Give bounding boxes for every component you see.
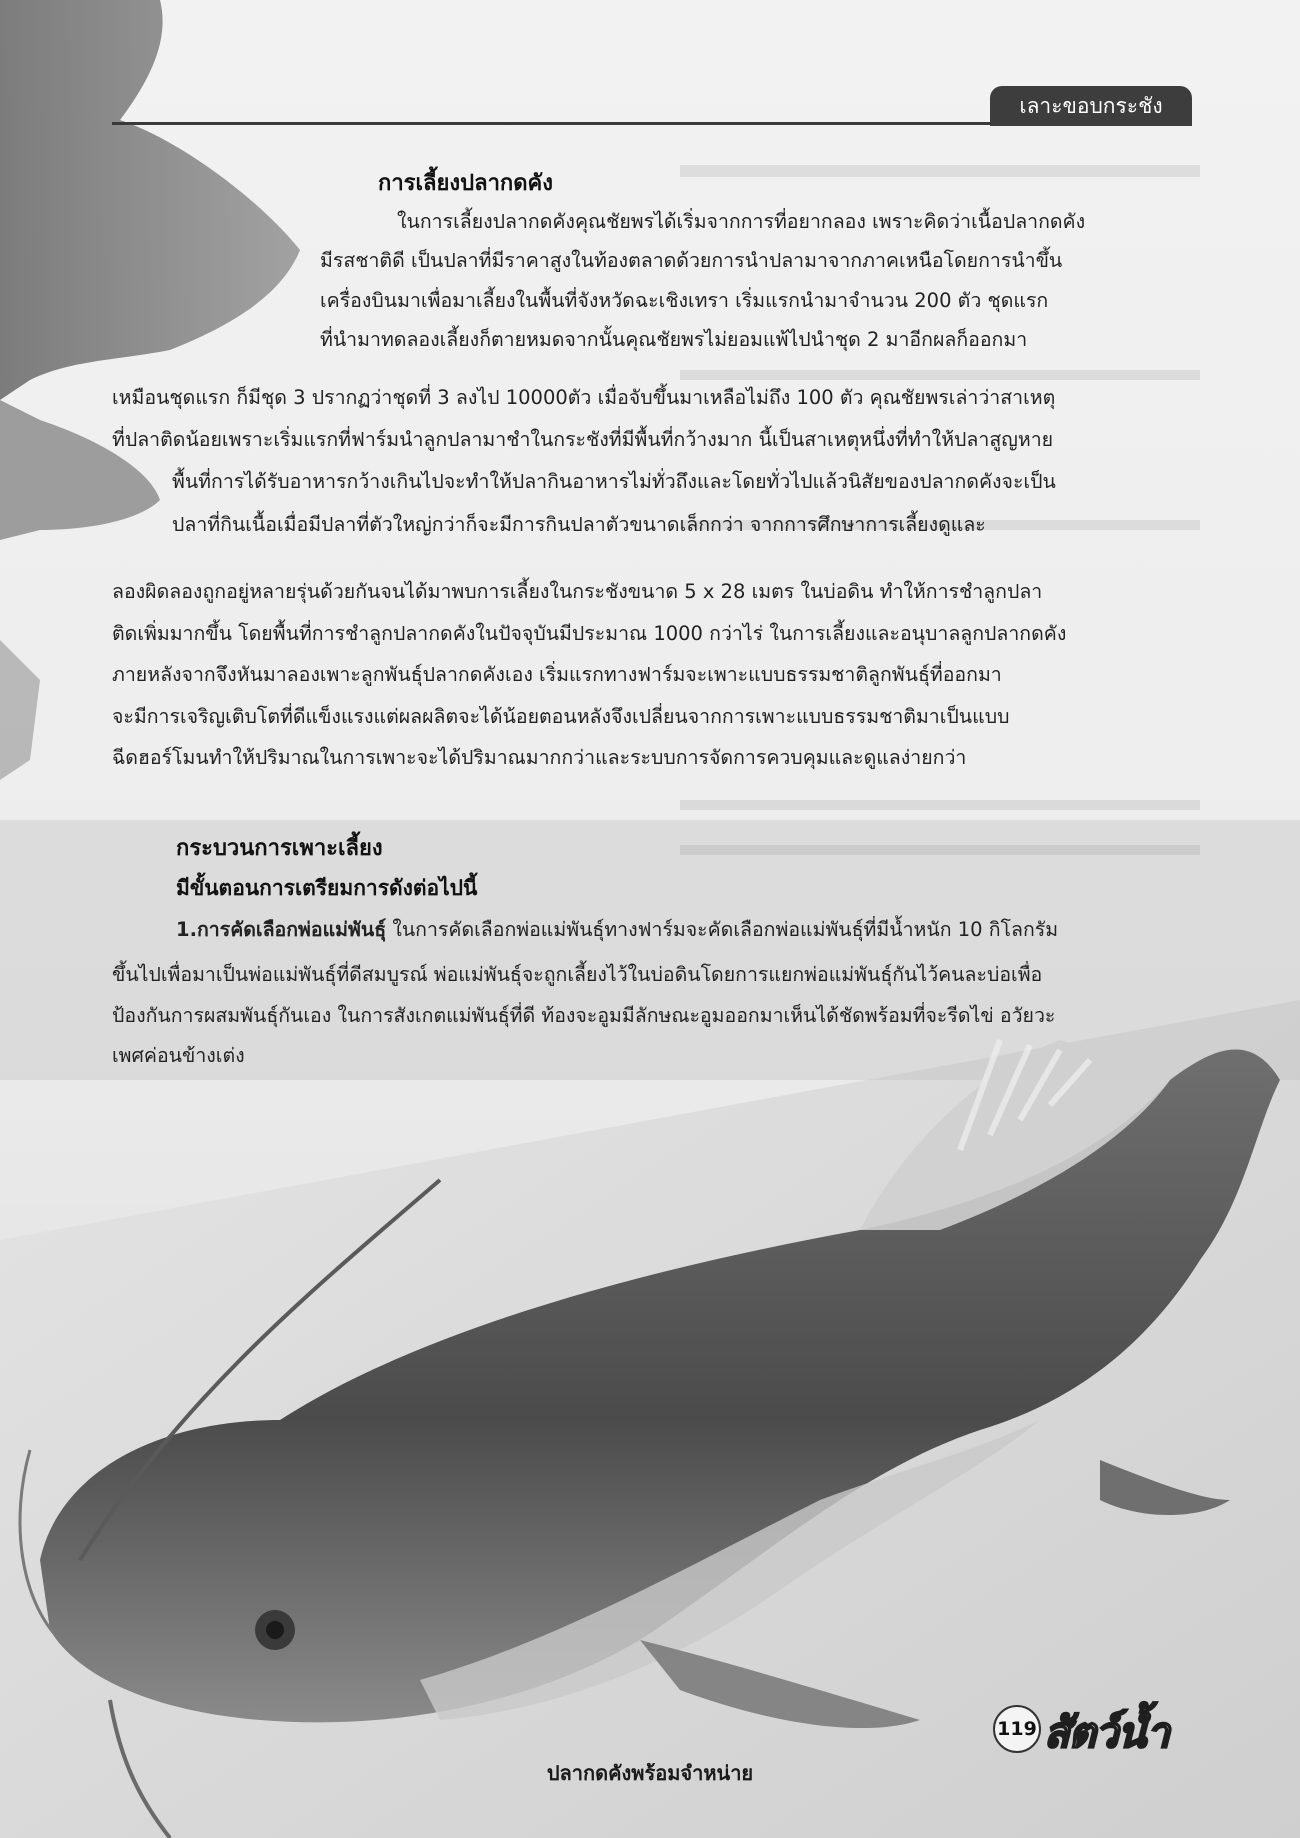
text-line: ป้องกันการผสมพันธุ์กันเอง ในการสังเกตแม่พันธุ์ที่ดี ท้องจะอูมมีลักษณะอูมออกมาเห็นได้ชัดพร้อมที่จะรีดไข่ อวัยวะ: [112, 1004, 1056, 1027]
step-1-label: 1.การคัดเลือกพ่อแม่พันธุ์: [176, 918, 387, 941]
section-tab: เลาะขอบกระชัง: [990, 86, 1192, 126]
step-1-text: ในการคัดเลือกพ่อแม่พันธุ์ทางฟาร์มจะคัดเลือกพ่อแม่พันธุ์ที่มีน้ำหนัก 10 กิโลกรัม: [386, 918, 1059, 941]
text-line: ติดเพิ่มมากขึ้น โดยพื้นที่การชำลูกปลากดคังในปัจจุบันมีประมาณ 1000 กว่าไร่ ในการเลี้ยงและอนุบาลลูกปลากดคัง: [112, 622, 1067, 645]
text-line: ภายหลังจากจึงหันมาลองเพาะลูกพันธุ์ปลากดคังเอง เริ่มแรกทางฟาร์มจะเพาะแบบธรรมชาติลูกพันธุ์ที่ออกมา: [112, 663, 1002, 686]
text-line: ปลาที่กินเนื้อเมื่อมีปลาที่ตัวใหญ่กว่าก็จะมีการกินปลาตัวขนาดเล็กกว่า จากการศึกษาการเลี้ยงดูและ: [172, 513, 986, 536]
photo-caption: ปลากดคังพร้อมจำหน่าย: [546, 1761, 754, 1785]
text-line: ที่นำมาทดลองเลี้ยงก็ตายหมดจากนั้นคุณชัยพรไม่ยอมแพ้ไปนำชุด 2 มาอีกผลก็ออกมา: [320, 328, 1028, 351]
step-1-first-line: [176, 910, 1058, 950]
text-line: ขึ้นไปเพื่อมาเป็นพ่อแม่พันธุ์ที่ดีสมบูรณ์ พ่อแม่พันธุ์จะถูกเลี้ยงไว้ในบ่อดินโดยการแยกพ่อแม่พันธุ์กันไว้คนละบ่อเพื่อ: [112, 963, 1043, 986]
text-line: ในการเลี้ยงปลากดคังคุณชัยพรได้เริ่มจากการที่อยากลอง เพราะคิดว่าเนื้อปลากดคัง: [397, 210, 1086, 233]
text-line: ฉีดฮอร์โมนทำให้ปริมาณในการเพาะจะได้ปริมาณมากกว่าและระบบการจัดการควบคุมและดูแลง่ายกว่า: [112, 746, 967, 769]
text-line: ลองผิดลองถูกอยู่หลายรุ่นด้วยกันจนได้มาพบการเลี้ยงในกระชังขนาด 5 x 28 เมตร ในบ่อดิน ทำให้การชำลูกปลา: [112, 580, 1043, 603]
page-number: 119: [993, 1705, 1041, 1753]
process-title: กระบวนการเพาะเลี้ยง: [176, 836, 383, 861]
text-line: เครื่องบินมาเพื่อมาเลี้ยงในพื้นที่จังหวัดฉะเชิงเทรา เริ่มแรกนำมาจำนวน 200 ตัว ชุดแรก: [320, 289, 1049, 312]
text-line: จะมีการเจริญเติบโตที่ดีแข็งแรงแต่ผลผลิตจะได้น้อยตอนหลังจึงเปลี่ยนจากการเพาะแบบธรรมชาติมาเป็นแบบ: [112, 705, 1010, 728]
text-line: มีรสชาติดี เป็นปลาที่มีราคาสูงในท้องตลาดด้วยการนำปลามาจากภาคเหนือโดยการนำขึ้น: [320, 249, 1063, 272]
text-line: พื้นที่การได้รับอาหารกว้างเกินไปจะทำให้ปลากินอาหารไม่ทั่วถึงและโดยทั่วไปแล้วนิสัยของปลากดคังจะเป็น: [172, 470, 1056, 493]
magazine-logo: สัตว์น้ำ: [1044, 1708, 1169, 1757]
text-line: เพศค่อนข้างเต่ง: [112, 1044, 245, 1067]
process-subtitle: มีขั้นตอนการเตรียมการดังต่อไปนี้: [176, 876, 478, 900]
article-title: การเลี้ยงปลากดคัง: [378, 171, 553, 196]
text-line: เหมือนชุดแรก ก็มีชุด 3 ปรากฏว่าชุดที่ 3 ลงไป 10000ตัว เมื่อจับขึ้นมาเหลือไม่ถึง 100 ตัว คุณชัยพรเล่าว่าสาเหตุ: [112, 386, 1056, 409]
text-line: ที่ปลาติดน้อยเพราะเริ่มแรกที่ฟาร์มนำลูกปลามาชำในกระชังที่มีพื้นที่กว้างมาก นี้เป็นสาเหตุหนึ่งที่ทำให้ปลาสูญหาย: [112, 428, 1054, 451]
